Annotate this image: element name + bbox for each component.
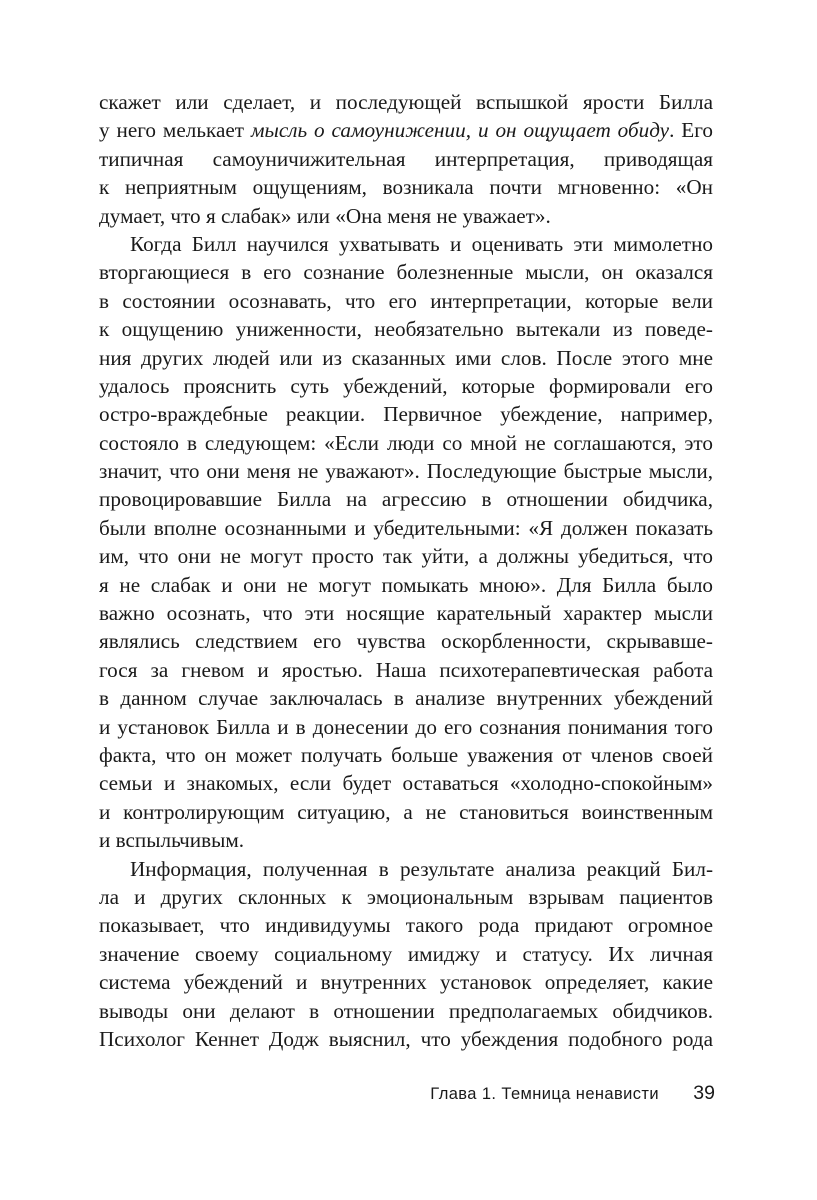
text-line: к ощущению униженности, необязательно вытекали из поведе- xyxy=(99,317,713,342)
text-line: важно осознать, что эти носящие карательный характер мысли xyxy=(99,601,713,626)
text-line: и контролирующим ситуацию, а не становиться воинственным xyxy=(99,799,713,824)
text-line: удалось прояснить суть убеждений, которые формировали его xyxy=(99,373,713,398)
text-fragment: у него мелькает xyxy=(99,118,251,143)
body-text xyxy=(99,88,713,1053)
running-head: Глава 1. Темница ненависти xyxy=(430,1085,659,1103)
text-line: я не слабак и они не могут помыкать мною». Для Билла было xyxy=(99,572,713,597)
page-number: 39 xyxy=(693,1082,715,1104)
text-line: состояло в следующем: «Если люди со мной не соглашаются, это xyxy=(99,430,713,455)
italic-emphasis: мысль о самоунижении, и он ощущает обиду xyxy=(250,118,670,143)
text-line xyxy=(99,116,713,144)
text-line: вторгающиеся в его сознание болезненные мысли, он оказался xyxy=(99,260,713,285)
text-line: им, что они не могут просто так уйти, а должны убедиться, что xyxy=(99,544,713,569)
page-footer xyxy=(0,1081,817,1111)
text-line: Информация, полученная в результате анализа реакций Бил- xyxy=(130,856,713,881)
text-line: остро-враждебные реакции. Первичное убеждение, например, xyxy=(99,402,713,427)
text-line: были вполне осознанными и убедительными: «Я должен показать xyxy=(99,515,713,540)
text-line: в данном случае заключалась в анализе внутренних убеждений xyxy=(99,686,713,711)
text-line: выводы они делают в отношении предполагаемых обидчиков. xyxy=(99,998,713,1023)
text-line: Психолог Кеннет Додж выяснил, что убеждения подобного рода xyxy=(99,1026,713,1051)
text-line: думает, что я слабак» или «Она меня не уважает». xyxy=(99,203,551,228)
text-line: к неприятным ощущениям, возникала почти мгновенно: «Он xyxy=(99,175,713,200)
text-line: факта, что он может получать больше уважения от членов своей xyxy=(99,742,713,767)
text-line: ла и других склонных к эмоциональным взрывам пациентов xyxy=(99,884,713,909)
text-line: являлись следствием его чувства оскорбленности, скрывавше- xyxy=(99,629,713,654)
text-line: значение своему социальному имиджу и статусу. Их личная xyxy=(99,941,713,966)
text-line: типичная самоуничижительная интерпретация, приводящая xyxy=(99,146,713,171)
text-line: Когда Билл научился ухватывать и оценивать эти мимолетно xyxy=(130,231,713,256)
text-line: скажет или сделает, и последующей вспышкой ярости Билла xyxy=(99,90,713,114)
text-line: провоцировавшие Билла на агрессию в отношении обидчика, xyxy=(99,487,713,512)
text-line: гося за гневом и яростью. Наша психотерапевтическая работа xyxy=(99,657,713,682)
text-line: система убеждений и внутренних установок определяет, какие xyxy=(99,970,713,995)
text-line: семьи и знакомых, если будет оставаться «холодно-спокойным» xyxy=(99,771,713,796)
text-line: показывает, что индивидуумы такого рода придают огромное xyxy=(99,913,713,938)
text-line: значит, что они меня не уважают». Последующие быстрые мысли, xyxy=(99,459,713,484)
text-line: в состоянии осознавать, что его интерпретации, которые вели xyxy=(99,288,713,313)
text-line: и установок Билла и в донесении до его сознания понимания того xyxy=(99,714,713,739)
text-line: ния других людей или из сказанных ими слов. После этого мне xyxy=(99,345,713,370)
text-fragment: . Его xyxy=(669,118,713,143)
text-line: и вспыльчивым. xyxy=(99,828,245,853)
